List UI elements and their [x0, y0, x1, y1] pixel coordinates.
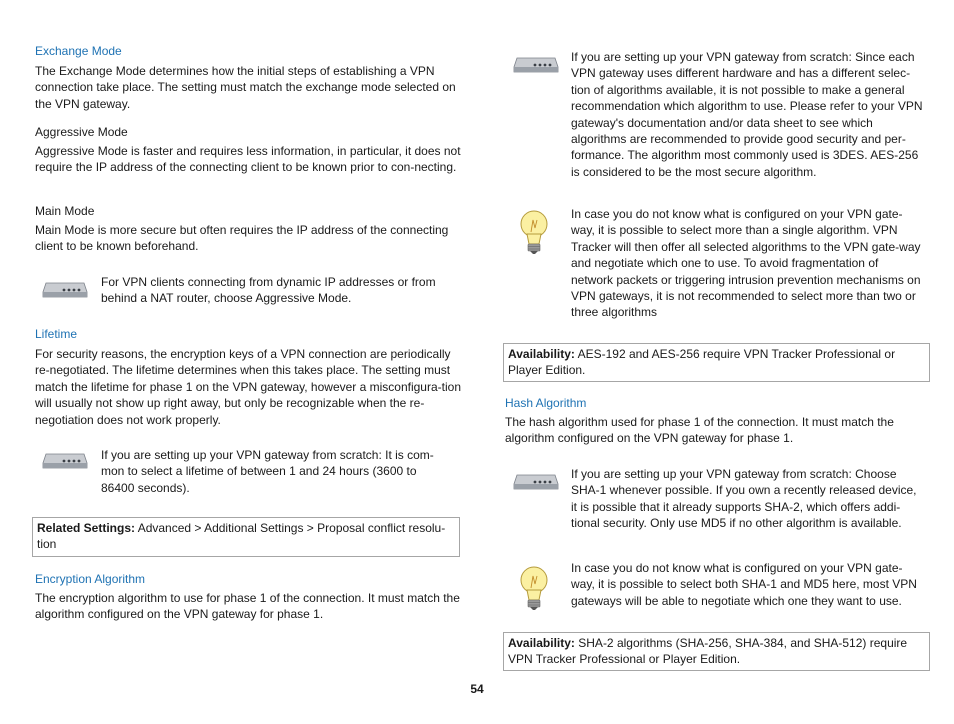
router-icon: [42, 281, 88, 299]
router-icon: [513, 473, 559, 491]
exchange-mode-body: The Exchange Mode determines how the initial steps of establishing a VPN connection take place. The setting must match the exchange mode selected on the VPN gateway.: [35, 64, 456, 111]
availability-sha-box: [503, 632, 930, 671]
exchange-mode-heading: Exchange Mode: [35, 44, 122, 58]
main-mode-body: Main Mode is more secure but often requires the IP address of the connecting client to be known beforehand.: [35, 223, 449, 254]
aggressive-mode-body: Aggressive Mode is faster and requires less information, in particular, it does not require the IP address of the connecting client to be known prior to con-necting.: [35, 144, 461, 175]
encryption-body: The encryption algorithm to use for phase 1 of the connection. It must match the algorithm configured on the VPN gateway for phase 1.: [35, 591, 460, 622]
hash-body: The hash algorithm used for phase 1 of the connection. It must match the algorithm configured on the VPN gateway for phase 1.: [505, 415, 894, 446]
router-icon: [513, 56, 559, 74]
tip-encryption: In case you do not know what is configured on your VPN gate-way, it is possible to select more than a single algorithm. VPN Tracker will then offer all selected algorithms to the VPN gate-way and negotiate which one to use. To avoid fragmentation of network packets or triggering intrusion prevention mechanisms on VPN gateways, it is not recommended to select more than two or three algorithms: [571, 207, 921, 320]
availability-sha-text: SHA-2 algorithms (SHA-256, SHA-384, and SHA-512) require VPN Tracker Professional or Player Edition.: [508, 636, 908, 667]
page-number: 54: [470, 682, 484, 696]
lightbulb-icon: [517, 564, 551, 612]
related-settings-label: Related Settings:: [37, 521, 136, 535]
aggressive-mode-heading: Aggressive Mode: [35, 125, 128, 139]
availability-aes-text: AES-192 and AES-256 require VPN Tracker Professional or Player Edition.: [508, 347, 896, 378]
availability-aes-label: Availability:: [508, 347, 575, 361]
hash-heading: Hash Algorithm: [505, 396, 587, 410]
related-settings-box: [32, 517, 460, 557]
availability-aes-box: [503, 343, 930, 382]
note-scratch-hash: If you are setting up your VPN gateway from scratch: Choose SHA-1 whenever possible. If you own a recently released device, it is possible that it already supports SHA-2, which offers addi-tional security. Only use MD5 if no other algorithm is available.: [571, 467, 917, 531]
router-icon: [42, 452, 88, 470]
note-lifetime: If you are setting up your VPN gateway from scratch: It is com-mon to select a lifetime of between 1 and 24 hours (3600 to 86400 seconds).: [101, 448, 434, 495]
lifetime-heading: Lifetime: [35, 327, 78, 341]
lightbulb-icon: [517, 208, 551, 256]
note-nat: For VPN clients connecting from dynamic IP addresses or from behind a NAT router, choose Aggressive Mode.: [101, 275, 436, 306]
encryption-heading: Encryption Algorithm: [35, 572, 146, 586]
note-scratch-encryption: If you are setting up your VPN gateway from scratch: Since each VPN gateway uses different hardware and has a different selec-tion of algorithms available, it is not possible to make a general recommendation which algorithm to use. Please refer to your VPN gateway's documentation and/or data sheet to see which algorithms are recommended to provide good security and per-formance. The algorithm most commonly used is 3DES. AES-256 is considered to be the most secure algorithm.: [571, 50, 923, 179]
related-settings-text: Advanced > Additional Settings > Proposal conflict resolu-tion: [37, 521, 446, 552]
tip-hash: In case you do not know what is configured on your VPN gate-way, it is possible to select both SHA-1 and MD5 here, most VPN gateways will be able to negotiate which one they want to use.: [571, 561, 917, 608]
lifetime-body: For security reasons, the encryption keys of a VPN connection are periodically re-negotiated. The lifetime determines when this takes place. The setting must match the lifetime for phase 1 on the VPN gateway, however a misconfigura-tion will usually not show up right away, but only be recognizable when the re-negotiation does not work properly.: [35, 347, 461, 427]
main-mode-heading: Main Mode: [35, 204, 95, 218]
availability-sha-label: Availability:: [508, 636, 575, 650]
